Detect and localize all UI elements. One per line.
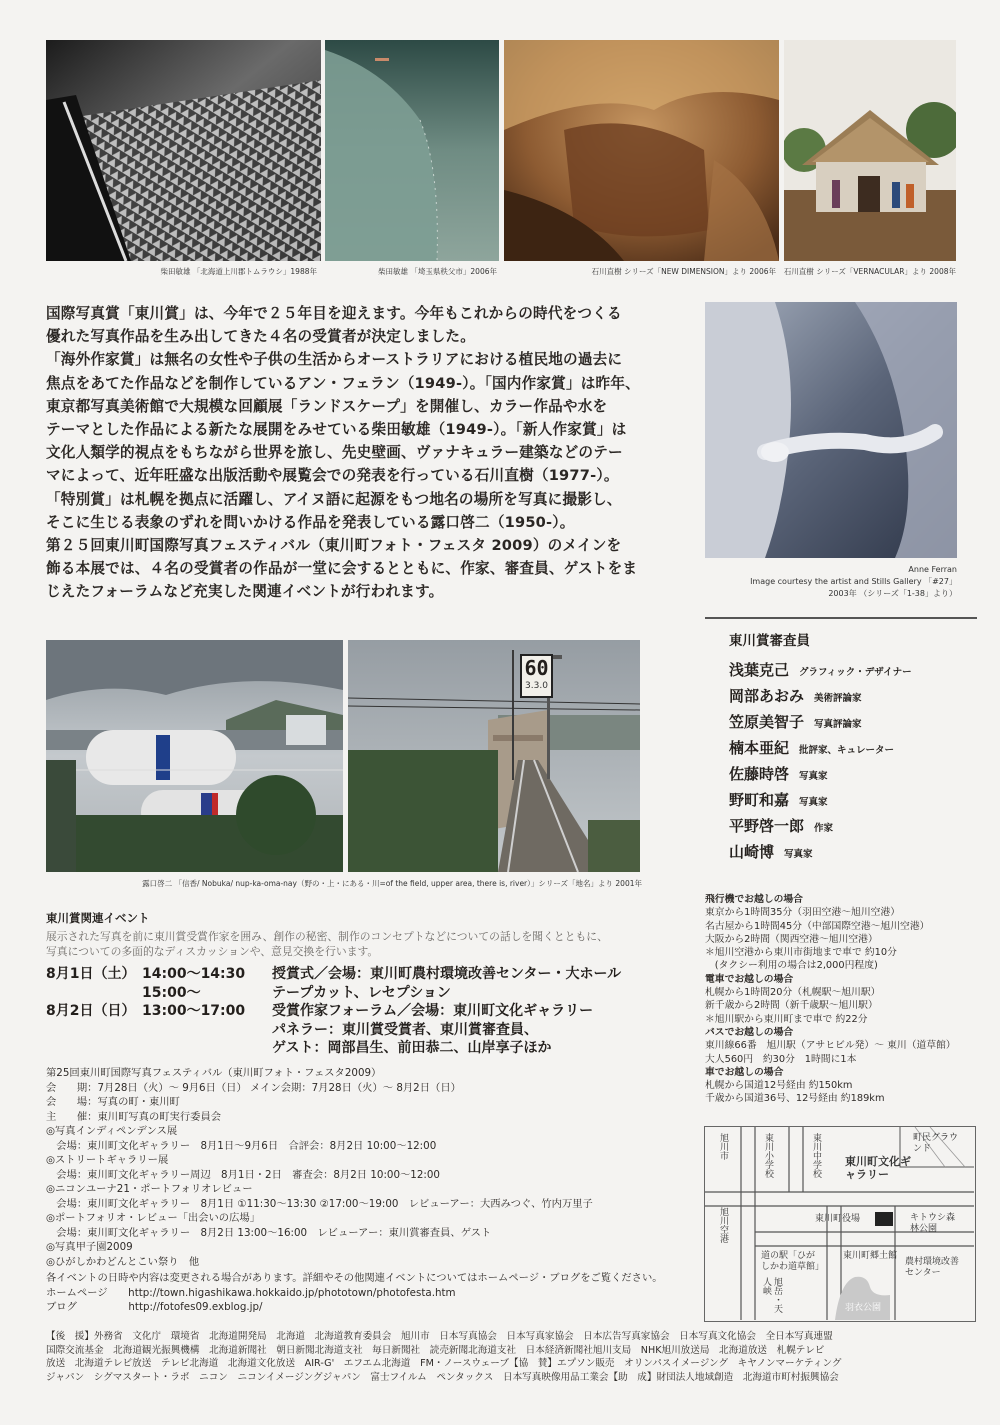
map-label-town-office: 東川町役場 [815, 1214, 861, 1224]
access-line: 千歳から国道36号、12号経由 約189km [705, 1093, 885, 1105]
map-label-airport: 旭川空港 [718, 1207, 728, 1243]
judge-role: 批評家、キュレーター [799, 745, 895, 756]
intro-line: 焦点をあてた作品などを制作しているアン・フェラン（1949-）。「国内作家賞」は昨年、 [46, 374, 640, 392]
sponsor-line: 【後 援】外務省 文化庁 環境省 北海道開発局 北海道 北海道教育委員会 旭川市 日本写真協会 日本写真家協会 日本広告写真家協会 日本写真文化協会 全日本写真連盟 [46, 1331, 833, 1342]
festival-line: 会場：東川町文化ギャラリー周辺 8月1日・2日 審査会：8月2日 10:00〜12:00 [46, 1168, 440, 1181]
photo-tomuraushi [46, 40, 321, 261]
judge-role: 写真家 [784, 849, 813, 860]
map-label-michi-no-eki: 道の駅「ひがしかわ道草館」 [761, 1251, 825, 1272]
festival-line: ◎ひがしかわどんとこい祭り 他 [46, 1255, 200, 1268]
access-heading: 車でお越しの場合 [705, 1066, 784, 1078]
map-label-kyodokan: 東川町郷土館 [843, 1251, 898, 1261]
intro-line: テーマとした作品による新たな展開をみせている柴田敏雄（1949-）。「新人作家賞」は [46, 421, 627, 439]
ferran-caption [700, 564, 957, 600]
events-desc [46, 929, 696, 959]
access-map [704, 1126, 976, 1322]
intro-line: 文化人類学的視点をもちながら世界を旅し、先史壁画、ヴァナキュラー建築などのテー [46, 444, 623, 462]
judge-role: 写真家 [799, 771, 828, 782]
schedule-desc: テープカット、レセプション [272, 984, 451, 1001]
caption-photo-2: 柴田敏雄 「埼玉県秩父市」2006年 [378, 267, 497, 276]
events-desc-line: 展示された写真を前に東川賞受賞作家を囲み、創作の秘密、制作のコンセプトなどについての話しを聞くとともに、 [46, 930, 608, 943]
judge-entry [729, 685, 977, 711]
judge-role: 作家 [814, 823, 834, 834]
schedule-row [46, 984, 696, 1003]
intro-line: 「海外作家賞」は無名の女性や子供の生活からオーストラリアにおける植民地の過去に [46, 351, 623, 369]
ferran-caption-line: Anne Ferran [908, 565, 957, 574]
access-line: ＊旭川空港から東川市街地まで車で 約10分 [705, 947, 897, 959]
speed-sign [520, 654, 553, 698]
map-label-park: 羽衣公園 [845, 1303, 882, 1313]
judges-title: 東川賞審査員 [729, 633, 810, 649]
access-line: (タクシー利用の場合は2,000円程度) [705, 960, 878, 972]
intro-line: じえたフォーラムなど充実した関連イベントが行われます。 [46, 583, 444, 601]
homepage-link[interactable]: ホームページ http://town.higashikawa.hokkaido.jp/phototown/photofesta.htm [46, 1286, 456, 1299]
judge-name: 楠本亜紀 [729, 739, 790, 757]
schedule-date: 8月2日（日） [46, 1003, 136, 1019]
schedule-row [46, 1002, 696, 1021]
festival-line: ◎ポートフォリオ・レビュー「出会いの広場」 [46, 1212, 260, 1224]
intro-line: そこに生じる表象のずれを問いかける作品を発表している露口啓二（1950-）。 [46, 513, 575, 531]
access-info [705, 893, 977, 1106]
judge-name: 野町和嘉 [729, 791, 790, 809]
access-heading: バスでお越しの場合 [705, 1026, 794, 1038]
schedule-date [46, 984, 142, 1003]
access-line: 東川線66番 旭川駅（アサヒビル発）〜 東川（道草館） [705, 1040, 956, 1052]
judge-role: 写真家 [799, 797, 828, 808]
intro-line: 東京都写真美術館で大規模な回顧展「ランドスケープ」を開催し、カラー作品や水を [46, 397, 608, 415]
ferran-caption-line: 2003年 （シリーズ「1-38」より） [828, 589, 957, 598]
schedule-time [142, 1039, 272, 1058]
photo-anne-ferran [705, 302, 957, 558]
festival-line: 会場：東川町文化ギャラリー 8月2日 13:00〜16:00 レビューアー：東川賞審査員、ゲスト [46, 1226, 492, 1239]
judge-entry [729, 763, 977, 789]
judge-entry [729, 841, 977, 867]
speed-sign-number: 60 [524, 656, 549, 680]
festival-line: 主 催：東川町写真の町実行委員会 [46, 1110, 222, 1123]
map-label-mid-school: 東川中学校 [811, 1133, 821, 1178]
access-line: 名古屋から1時間45分（中部国際空港〜旭川空港） [705, 920, 930, 932]
intro-line: 第２５回東川町国際写真フェスティバル（東川町フォト・フェスタ 2009）のメインを [46, 537, 622, 555]
schedule-desc: 授賞式／会場：東川町農村環境改善センター・大ホール [272, 966, 622, 982]
judge-name: 佐藤時啓 [729, 765, 790, 783]
access-line: 札幌から国道12号経由 約150km [705, 1080, 853, 1092]
festival-line: ◎ストリートギャラリー展 [46, 1154, 169, 1166]
sponsors [46, 1330, 966, 1384]
festival-line: 各イベントの日時や内容は変更される場合があります。詳細やその他関連イベントについてはホームページ・ブログをご覧ください。 [46, 1272, 663, 1284]
intro-line: 国際写真賞「東川賞」は、今年で２５年目を迎えます。今年もこれからの時代をつくる [46, 305, 622, 322]
judge-role: 美術評論家 [814, 693, 862, 704]
access-line: 大阪から2時間（関西空港〜旭川空港） [705, 933, 878, 945]
events-section [46, 910, 696, 1058]
judge-entry [729, 659, 977, 685]
access-line: 東京から1時間35分（羽田空港〜旭川空港） [705, 907, 901, 919]
map-label-ground: 町民グラウンド [913, 1133, 959, 1154]
schedule-desc: パネラー：東川賞受賞者、東川賞審査員、 [272, 1021, 538, 1038]
caption-photo-3: 石川直樹 シリーズ「NEW DIMENSION」より 2006年 [591, 267, 776, 276]
map-label-elem-school: 東川小学校 [763, 1133, 773, 1178]
photo-vernacular [784, 40, 956, 261]
festival-line: ◎ニコンユーナ21・ポートフォリオレビュー [46, 1183, 253, 1195]
map-label-asahidake: 旭岳・天人峡 [761, 1277, 782, 1313]
events-desc-line: 写真についての多面的なディスカッションや、意見交換を行います。 [46, 945, 379, 958]
judge-role: グラフィック・デザイナー [799, 667, 912, 678]
schedule-row [46, 1039, 696, 1058]
festival-line: 会場：東川町文化ギャラリー 8月1日 ①11:30〜13:30 ②17:00〜19:00 レビューアー：大西みつぐ、竹内万里子 [46, 1197, 593, 1210]
access-line: 大人560円 約30分 1時間に1本 [705, 1053, 857, 1065]
judge-name: 浅葉克己 [729, 661, 790, 679]
map-label-kitoushi: キトウシ森林公園 [910, 1213, 956, 1234]
ferran-caption-line: Image courtesy the artist and Stills Gallery 「#27」 [750, 577, 957, 586]
judge-entry [729, 711, 977, 737]
schedule-row [46, 1021, 696, 1040]
schedule-time [142, 1021, 272, 1040]
access-line: 新千歳から2時間（新千歳駅〜旭川駅） [705, 1000, 878, 1012]
access-line: 札幌から1時間20分（札幌駅〜旭川駅） [705, 987, 881, 999]
festival-info [46, 1066, 696, 1315]
schedule-time: 13:00〜17:00 [142, 1003, 246, 1019]
schedule-desc: 受賞作家フォーラム／会場：東川町文化ギャラリー [272, 1003, 594, 1019]
schedule-time: 15:00〜 [142, 984, 201, 1001]
festival-line: 会 期：7月28日（火）〜 9月6日（日） メイン会期：7月28日（火）〜 8月2日（日） [46, 1081, 461, 1094]
festival-line: ◎写真インディペンデンス展 [46, 1125, 178, 1137]
schedule-row [46, 965, 696, 984]
judges-panel [705, 617, 977, 882]
judge-entry [729, 789, 977, 815]
photo-new-dimension [504, 40, 779, 261]
intro-line: 「特別賞」は札幌を拠点に活躍し、アイヌ語に起源をもつ地名の場所を写真に撮影し、 [46, 490, 622, 508]
photo-gas-tanks [46, 640, 343, 872]
caption-photo-1: 柴田敏雄 「北海道上川郡トムラウシ」1988年 [160, 267, 317, 276]
schedule-time: 14:00〜14:30 [142, 966, 246, 982]
blog-link[interactable]: ブログ http://fotofes09.exblog.jp/ [46, 1301, 263, 1313]
intro-line: 優れた写真作品を生み出してきた４名の受賞者が決定しました。 [46, 328, 476, 346]
caption-photo-4: 石川直樹 シリーズ「VERNACULAR」より 2008年 [783, 267, 956, 276]
schedule-date [46, 1039, 142, 1058]
access-heading: 電車でお越しの場合 [705, 973, 794, 985]
sponsor-line: 放送 北海道テレビ放送 テレビ北海道 北海道文化放送 AIR-G' エフエム北海道 FM・ノースウェーブ【協 賛】エプソン販売 オリンパスイメージング キヤノンマーケティング [46, 1358, 842, 1369]
photo-railway [348, 640, 640, 872]
access-line: ＊旭川駅から東川町まで車で 約22分 [705, 1013, 868, 1025]
map-label-asahikawa-city: 旭川市 [718, 1133, 728, 1160]
judge-name: 岡部あおみ [729, 687, 805, 705]
sponsor-line: ジャパン シグマスタート・ラボ ニコン ニコンイメージングジャパン 富士フイルム ペンタックス 日本写真映像用品工業会【助 成】財団法人地域創造 北海道市町村振興協会 [46, 1371, 839, 1383]
map-label-noson: 農村環境改善センター [905, 1257, 960, 1278]
events-schedule [46, 965, 696, 1058]
events-title: 東川賞関連イベント [46, 911, 150, 925]
judge-entry [729, 737, 977, 763]
festival-line: 会場：東川町文化ギャラリー 8月1日〜9月6日 合評会：8月2日 10:00〜12:00 [46, 1139, 437, 1152]
sponsor-line: 国際交流基金 北海道観光振興機構 北海道新聞社 朝日新聞北海道支社 毎日新聞社 読売新聞北海道支社 日本経済新聞社旭川支局 NHK旭川放送局 北海道放送 札幌テレビ [46, 1344, 825, 1356]
judge-name: 山崎博 [729, 843, 775, 861]
judge-role: 写真評論家 [814, 719, 862, 730]
intro-line: 飾る本展では、４名の受賞者の作品が一堂に会するとともに、作家、審査員、ゲストをま [46, 560, 638, 578]
judge-entry [729, 815, 977, 841]
judge-name: 平野啓一郎 [729, 817, 805, 835]
festival-line: 会 場：写真の町・東川町 [46, 1096, 180, 1108]
schedule-desc: ゲスト：岡部昌生、前田恭二、山岸享子ほか [272, 1040, 552, 1056]
intro-line: マによって、近年旺盛な出版活動や展覧会での発表を行っている石川直樹（1977-）。 [46, 467, 619, 485]
schedule-date [46, 1021, 142, 1040]
photo-chichibu [325, 40, 499, 261]
festival-line: ◎写真甲子園2009 [46, 1241, 133, 1253]
intro-text [46, 302, 686, 604]
access-heading: 飛行機でお越しの場合 [705, 894, 803, 905]
speed-sign-sub: 3.3.0 [525, 681, 548, 691]
map-label-gallery: 東川町文化ギャラリー [845, 1155, 911, 1181]
judge-name: 笠原美智子 [729, 713, 805, 731]
festival-line: 第25回東川町国際写真フェスティバル（東川町フォト・フェスタ2009） [46, 1067, 382, 1079]
schedule-date: 8月1日（土） [46, 966, 136, 982]
caption-bottom: 露口啓二 「信香/ Nobuka/ nup-ka-oma-nay（野の・上・にある・川=of the field, upper area, there is, river）」シリーズ「地名」より 2001年 [142, 879, 642, 888]
